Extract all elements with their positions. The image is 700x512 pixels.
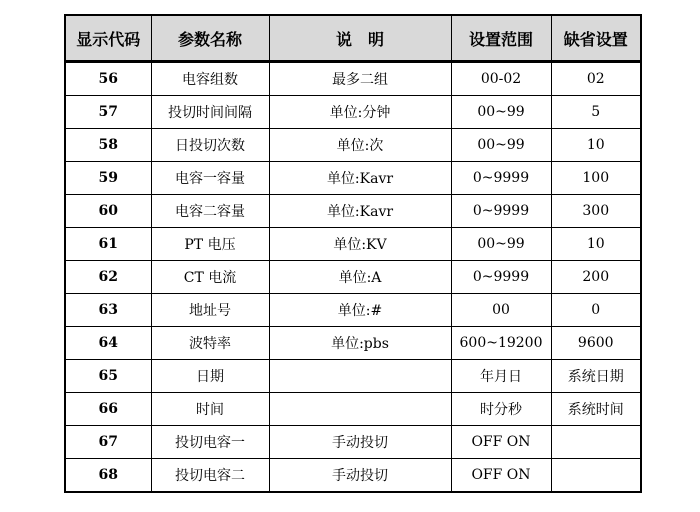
cell-range: 00~99 bbox=[451, 228, 551, 261]
cell-desc: 单位:Kavr bbox=[269, 195, 451, 228]
cell-default: 02 bbox=[551, 62, 641, 96]
cell-name: 波特率 bbox=[151, 327, 269, 360]
cell-default: 系统时间 bbox=[551, 393, 641, 426]
cell-default: 100 bbox=[551, 162, 641, 195]
cell-desc: 单位:Kavr bbox=[269, 162, 451, 195]
table-row bbox=[65, 426, 641, 459]
cell-default bbox=[551, 459, 641, 493]
table-row bbox=[65, 360, 641, 393]
cell-default: 9600 bbox=[551, 327, 641, 360]
table-row bbox=[65, 459, 641, 493]
cell-desc: 手动投切 bbox=[269, 459, 451, 493]
cell-code: 64 bbox=[65, 327, 151, 360]
table-row bbox=[65, 96, 641, 129]
cell-code: 66 bbox=[65, 393, 151, 426]
cell-code: 57 bbox=[65, 96, 151, 129]
header-display-code: 显示代码 bbox=[65, 15, 151, 62]
table-row bbox=[65, 327, 641, 360]
table-row bbox=[65, 294, 641, 327]
cell-default: 10 bbox=[551, 129, 641, 162]
cell-default: 系统日期 bbox=[551, 360, 641, 393]
cell-name: 电容一容量 bbox=[151, 162, 269, 195]
cell-default: 10 bbox=[551, 228, 641, 261]
cell-code: 58 bbox=[65, 129, 151, 162]
table-row bbox=[65, 228, 641, 261]
cell-desc bbox=[269, 393, 451, 426]
cell-desc: 单位:分钟 bbox=[269, 96, 451, 129]
cell-desc: 手动投切 bbox=[269, 426, 451, 459]
cell-range: OFF ON bbox=[451, 459, 551, 493]
cell-name: 地址号 bbox=[151, 294, 269, 327]
cell-code: 61 bbox=[65, 228, 151, 261]
cell-desc: 单位:KV bbox=[269, 228, 451, 261]
cell-name: 时间 bbox=[151, 393, 269, 426]
table-row bbox=[65, 129, 641, 162]
table-row bbox=[65, 62, 641, 96]
cell-desc: 单位:次 bbox=[269, 129, 451, 162]
cell-default: 5 bbox=[551, 96, 641, 129]
header-default-setting: 缺省设置 bbox=[551, 15, 641, 62]
cell-name: PT 电压 bbox=[151, 228, 269, 261]
cell-range: 时分秒 bbox=[451, 393, 551, 426]
cell-range: 600~19200 bbox=[451, 327, 551, 360]
cell-range: 年月日 bbox=[451, 360, 551, 393]
cell-range: 00~99 bbox=[451, 96, 551, 129]
cell-name: 投切电容二 bbox=[151, 459, 269, 493]
cell-code: 67 bbox=[65, 426, 151, 459]
table-row bbox=[65, 195, 641, 228]
cell-range: 00-02 bbox=[451, 62, 551, 96]
cell-desc: 单位:A bbox=[269, 261, 451, 294]
cell-range: 00~99 bbox=[451, 129, 551, 162]
cell-code: 56 bbox=[65, 62, 151, 96]
cell-default: 0 bbox=[551, 294, 641, 327]
cell-name: 投切电容一 bbox=[151, 426, 269, 459]
cell-desc: 最多二组 bbox=[269, 62, 451, 96]
cell-code: 62 bbox=[65, 261, 151, 294]
cell-desc: 单位:# bbox=[269, 294, 451, 327]
table-row bbox=[65, 393, 641, 426]
cell-name: CT 电流 bbox=[151, 261, 269, 294]
cell-name: 电容二容量 bbox=[151, 195, 269, 228]
cell-code: 68 bbox=[65, 459, 151, 493]
cell-range: 0~9999 bbox=[451, 162, 551, 195]
parameter-table bbox=[64, 14, 642, 493]
cell-desc bbox=[269, 360, 451, 393]
cell-default: 300 bbox=[551, 195, 641, 228]
header-description: 说 明 bbox=[269, 15, 451, 62]
table-row bbox=[65, 261, 641, 294]
cell-code: 59 bbox=[65, 162, 151, 195]
header-param-name: 参数名称 bbox=[151, 15, 269, 62]
cell-range: 0~9999 bbox=[451, 261, 551, 294]
cell-range: 00 bbox=[451, 294, 551, 327]
cell-default bbox=[551, 426, 641, 459]
cell-name: 投切时间间隔 bbox=[151, 96, 269, 129]
cell-code: 63 bbox=[65, 294, 151, 327]
table-row bbox=[65, 162, 641, 195]
cell-range: 0~9999 bbox=[451, 195, 551, 228]
cell-default: 200 bbox=[551, 261, 641, 294]
cell-code: 65 bbox=[65, 360, 151, 393]
cell-code: 60 bbox=[65, 195, 151, 228]
header-row bbox=[65, 15, 641, 62]
cell-desc: 单位:pbs bbox=[269, 327, 451, 360]
cell-name: 电容组数 bbox=[151, 62, 269, 96]
cell-name: 日投切次数 bbox=[151, 129, 269, 162]
cell-name: 日期 bbox=[151, 360, 269, 393]
cell-range: OFF ON bbox=[451, 426, 551, 459]
header-setting-range: 设置范围 bbox=[451, 15, 551, 62]
